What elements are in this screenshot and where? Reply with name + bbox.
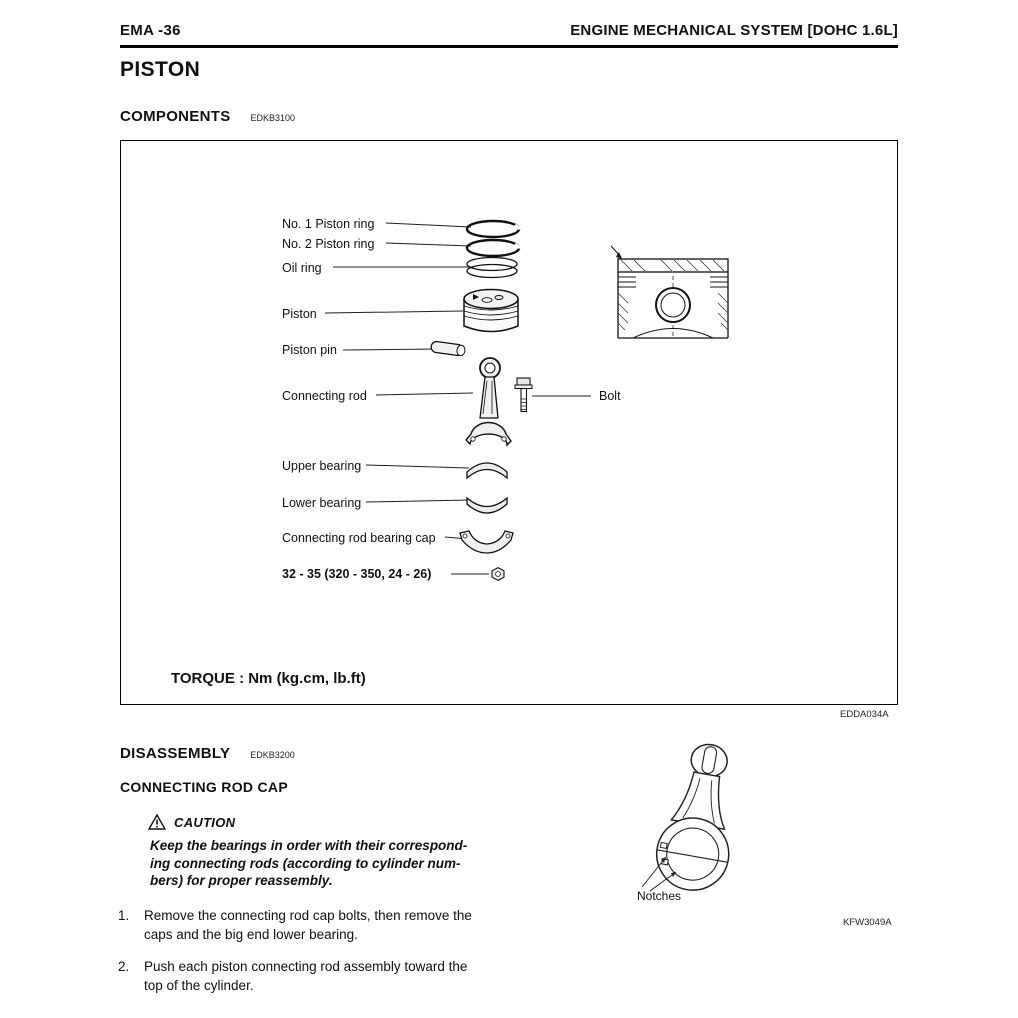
caution-label: CAUTION: [174, 814, 236, 830]
label-bearing-cap: Connecting rod bearing cap: [282, 531, 436, 545]
label-ring2: No. 2 Piston ring: [282, 237, 375, 251]
label-piston: Piston: [282, 307, 317, 321]
page-header: [120, 22, 898, 48]
step-text: Push each piston connecting rod assembly toward the top of the cylinder.: [144, 959, 468, 993]
components-figure-box: [120, 140, 898, 705]
notches-label: Notches: [637, 889, 682, 903]
label-oil-ring: Oil ring: [282, 261, 322, 275]
label-lower-bearing: Lower bearing: [282, 496, 362, 510]
leader-line: [376, 393, 473, 395]
components-section-head: [120, 108, 295, 125]
piston-drawing: [464, 290, 518, 332]
bolt-drawing: [515, 378, 532, 412]
piston-ring-2-drawing: [467, 240, 520, 256]
caution-line: bers) for proper reassembly.: [150, 873, 333, 888]
bearing-cap-drawing: [460, 531, 513, 553]
piston-ring-1-drawing: [467, 221, 520, 237]
connecting-rod-cap-subheading: CONNECTING ROD CAP: [120, 779, 288, 795]
label-piston-pin: Piston pin: [282, 343, 337, 357]
caution-line: ing connecting rods (according to cylinder num-: [150, 855, 461, 871]
leader-line: [343, 349, 437, 350]
nut-drawing: [492, 568, 504, 581]
torque-note: TORQUE : Nm (kg.cm, lb.ft): [171, 670, 366, 687]
caution-header: [148, 814, 235, 830]
disassembly-step-1: [118, 907, 484, 944]
label-torque-spec: 32 - 35 (320 - 350, 24 - 26): [282, 567, 432, 581]
lower-bearing-drawing: [467, 498, 507, 513]
page-title: PISTON: [120, 58, 201, 81]
connecting-rod-outline: [651, 739, 747, 896]
exploded-piston-figure: [121, 141, 897, 704]
label-upper-bearing: Upper bearing: [282, 459, 362, 473]
leader-line: [386, 243, 471, 246]
notch-mark: [660, 842, 667, 848]
step-text: Remove the connecting rod cap bolts, then remove the caps and the big end lower bearing.: [144, 908, 472, 942]
piston-section-drawing: [611, 246, 728, 338]
page-code: EMA -36: [120, 22, 181, 39]
caution-icon: [148, 814, 166, 830]
components-heading: COMPONENTS: [120, 108, 231, 125]
caution-line: Keep the bearings in order with their correspond-: [150, 838, 468, 853]
disassembly-heading: DISASSEMBLY: [120, 745, 231, 762]
leader-line: [366, 500, 471, 502]
manual-section-title: ENGINE MECHANICAL SYSTEM [DOHC 1.6L]: [570, 22, 898, 39]
upper-bearing-drawing: [467, 463, 507, 478]
disassembly-figure-code: KFW3049A: [843, 917, 892, 928]
leader-line: [386, 223, 471, 227]
label-bolt: Bolt: [599, 389, 621, 403]
step-number: 2.: [118, 959, 130, 974]
components-figure-code: EDDA034A: [840, 709, 889, 720]
disassembly-section-head: [120, 745, 295, 762]
oil-ring-drawing: [467, 258, 517, 278]
piston-pin-drawing: [430, 341, 465, 357]
connecting-rod-drawing: [466, 358, 511, 445]
disassembly-code: EDKB3200: [250, 750, 295, 760]
leader-line: [325, 311, 463, 313]
connecting-rod-notches-figure: [600, 735, 810, 920]
label-ring1: No. 1 Piston ring: [282, 217, 375, 231]
leader-line: [366, 465, 469, 468]
disassembly-step-2: [118, 958, 484, 995]
components-code: EDKB3100: [250, 113, 296, 123]
label-connecting-rod: Connecting rod: [282, 389, 367, 403]
step-number: 1.: [118, 908, 130, 923]
caution-text: [150, 837, 540, 890]
